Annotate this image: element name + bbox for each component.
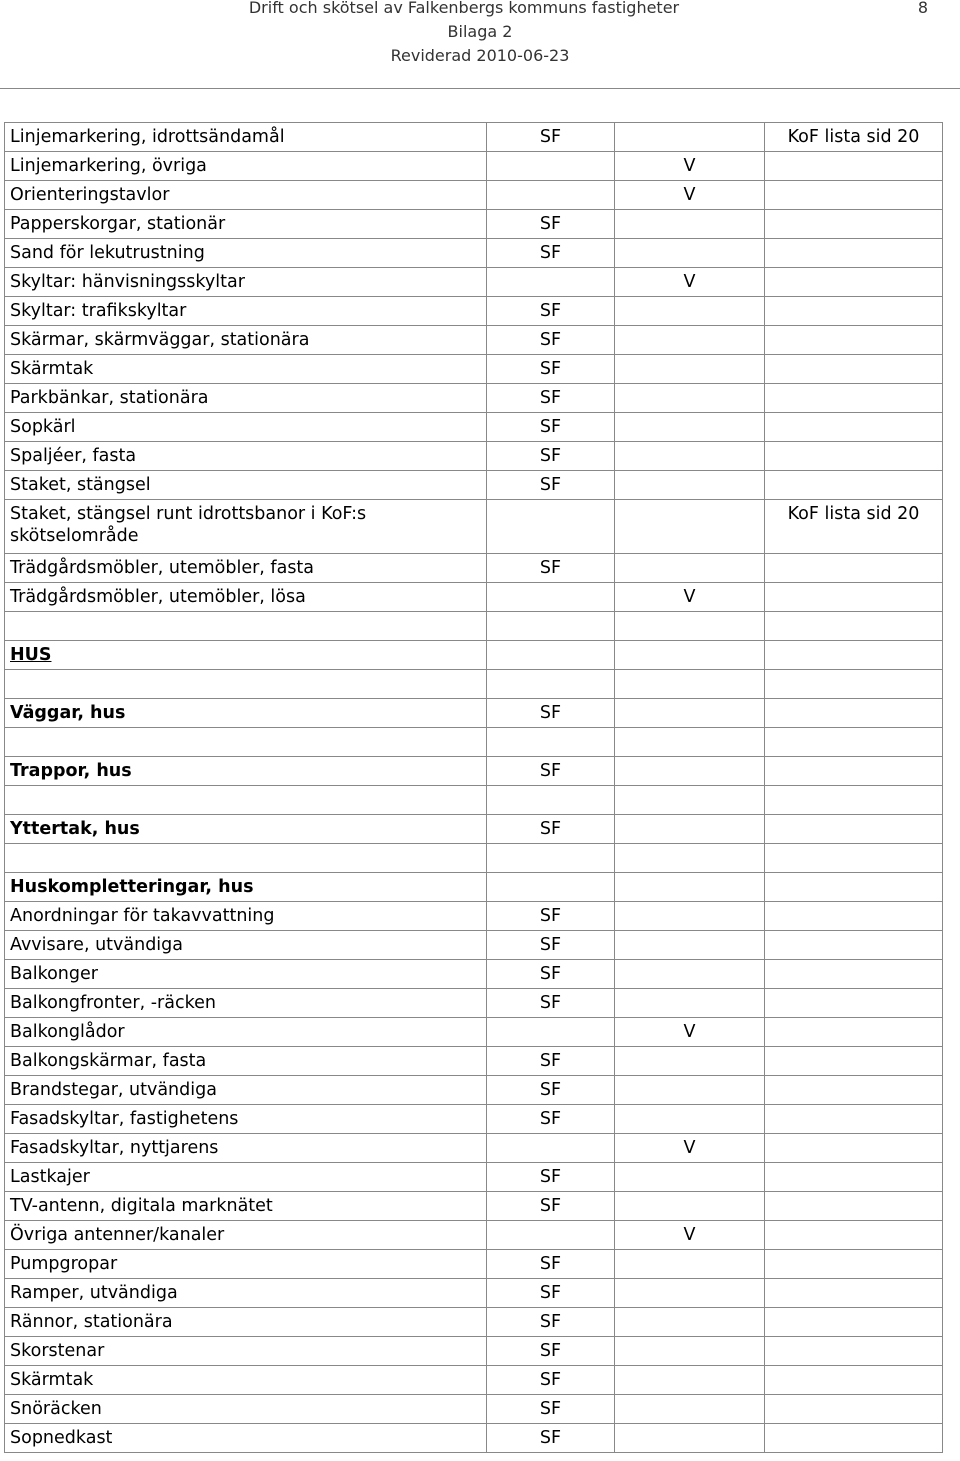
- v-cell: [615, 442, 765, 471]
- sf-cell: SF: [487, 931, 615, 960]
- v-cell: [615, 297, 765, 326]
- v-cell: [615, 355, 765, 384]
- v-cell: [615, 1192, 765, 1221]
- row-label: Parkbänkar, stationära: [5, 384, 487, 413]
- table-row: [5, 210, 943, 239]
- row-label: Ramper, utvändiga: [5, 1279, 487, 1308]
- note-cell: [765, 268, 943, 297]
- sf-cell: [487, 500, 615, 554]
- note-cell: [765, 1134, 943, 1163]
- row-label: Sopkärl: [5, 413, 487, 442]
- note-cell: KoF lista sid 20: [765, 123, 943, 152]
- table-row: [5, 1134, 943, 1163]
- sf-cell: SF: [487, 1395, 615, 1424]
- table-row: [5, 239, 943, 268]
- row-label: Balkonglådor: [5, 1018, 487, 1047]
- note-cell: [765, 612, 943, 641]
- row-label: Väggar, hus: [5, 699, 487, 728]
- v-cell: [615, 554, 765, 583]
- row-label: Övriga antenner/kanaler: [5, 1221, 487, 1250]
- table-row: [5, 326, 943, 355]
- v-cell: [615, 210, 765, 239]
- v-cell: [615, 1047, 765, 1076]
- v-cell: [615, 1279, 765, 1308]
- v-cell: [615, 960, 765, 989]
- row-label: Fasadskyltar, nyttjarens: [5, 1134, 487, 1163]
- sf-cell: SF: [487, 326, 615, 355]
- row-label: Staket, stängsel: [5, 471, 487, 500]
- v-cell: [615, 1337, 765, 1366]
- sf-cell: SF: [487, 699, 615, 728]
- note-cell: [765, 815, 943, 844]
- table-row: [5, 123, 943, 152]
- note-cell: [765, 442, 943, 471]
- note-cell: [765, 989, 943, 1018]
- note-cell: [765, 1308, 943, 1337]
- row-label: Papperskorgar, stationär: [5, 210, 487, 239]
- v-cell: [615, 699, 765, 728]
- table-row: [5, 413, 943, 442]
- row-label: Snöräcken: [5, 1395, 487, 1424]
- v-cell: [615, 612, 765, 641]
- v-cell: [615, 641, 765, 670]
- row-label: Spaljéer, fasta: [5, 442, 487, 471]
- sf-cell: SF: [487, 1192, 615, 1221]
- table-row: [5, 1192, 943, 1221]
- table-row: [5, 500, 943, 554]
- table-row: [5, 757, 943, 786]
- note-cell: [765, 786, 943, 815]
- sf-cell: [487, 728, 615, 757]
- row-label: [5, 844, 487, 873]
- row-label: Rännor, stationära: [5, 1308, 487, 1337]
- note-cell: [765, 1018, 943, 1047]
- maintenance-table: [4, 122, 943, 1453]
- sf-cell: SF: [487, 413, 615, 442]
- sf-cell: [487, 1018, 615, 1047]
- note-cell: [765, 641, 943, 670]
- table-row: [5, 1105, 943, 1134]
- page-number: 8: [917, 0, 929, 17]
- row-label: Orienteringstavlor: [5, 181, 487, 210]
- sf-cell: [487, 583, 615, 612]
- note-cell: [765, 1163, 943, 1192]
- note-cell: [765, 699, 943, 728]
- sf-cell: SF: [487, 960, 615, 989]
- note-cell: [765, 1192, 943, 1221]
- note-cell: [765, 181, 943, 210]
- sf-cell: SF: [487, 1424, 615, 1453]
- table-row: [5, 641, 943, 670]
- v-cell: [615, 989, 765, 1018]
- table-row: [5, 873, 943, 902]
- sf-cell: [487, 1221, 615, 1250]
- document-subtitle: Bilaga 2: [447, 22, 513, 41]
- v-cell: [615, 757, 765, 786]
- table-row: [5, 442, 943, 471]
- sf-cell: SF: [487, 1366, 615, 1395]
- row-label: Linjemarkering, övriga: [5, 152, 487, 181]
- note-cell: [765, 670, 943, 699]
- note-cell: [765, 583, 943, 612]
- note-cell: [765, 1250, 943, 1279]
- sf-cell: SF: [487, 471, 615, 500]
- note-cell: [765, 873, 943, 902]
- row-label: Balkongskärmar, fasta: [5, 1047, 487, 1076]
- v-cell: [615, 1076, 765, 1105]
- blank-row: [5, 612, 943, 641]
- note-cell: [765, 931, 943, 960]
- table-row: [5, 152, 943, 181]
- sf-cell: [487, 670, 615, 699]
- v-cell: V: [615, 583, 765, 612]
- note-cell: [765, 1337, 943, 1366]
- sf-cell: SF: [487, 757, 615, 786]
- row-label: [5, 670, 487, 699]
- blank-row: [5, 844, 943, 873]
- sf-cell: SF: [487, 1279, 615, 1308]
- v-cell: [615, 931, 765, 960]
- table-row: [5, 902, 943, 931]
- sf-cell: SF: [487, 210, 615, 239]
- note-cell: [765, 1424, 943, 1453]
- note-cell: [765, 297, 943, 326]
- sf-cell: SF: [487, 1337, 615, 1366]
- table-row: [5, 989, 943, 1018]
- table-row: [5, 1279, 943, 1308]
- table-row: [5, 1163, 943, 1192]
- table-row: [5, 355, 943, 384]
- v-cell: [615, 902, 765, 931]
- header-divider: [0, 88, 960, 89]
- sf-cell: [487, 181, 615, 210]
- v-cell: [615, 1366, 765, 1395]
- note-cell: [765, 355, 943, 384]
- row-label: TV-antenn, digitala marknätet: [5, 1192, 487, 1221]
- sf-cell: [487, 1134, 615, 1163]
- sf-cell: SF: [487, 1047, 615, 1076]
- v-cell: V: [615, 1221, 765, 1250]
- note-cell: [765, 326, 943, 355]
- document-title: Drift och skötsel av Falkenbergs kommuns fastigheter: [248, 0, 680, 17]
- note-cell: [765, 844, 943, 873]
- row-label: [5, 728, 487, 757]
- note-cell: [765, 210, 943, 239]
- table-row: [5, 1250, 943, 1279]
- row-label: [5, 612, 487, 641]
- note-cell: [765, 728, 943, 757]
- blank-row: [5, 670, 943, 699]
- row-label: Pumpgropar: [5, 1250, 487, 1279]
- note-cell: [765, 554, 943, 583]
- row-label: Staket, stängsel runt idrottsbanor i KoF:s skötselområde: [5, 500, 487, 554]
- sf-cell: SF: [487, 815, 615, 844]
- v-cell: V: [615, 1134, 765, 1163]
- v-cell: [615, 413, 765, 442]
- v-cell: [615, 500, 765, 554]
- note-cell: [765, 757, 943, 786]
- v-cell: V: [615, 268, 765, 297]
- row-label: Skärmtak: [5, 1366, 487, 1395]
- row-label: Huskompletteringar, hus: [5, 873, 487, 902]
- table-row: [5, 960, 943, 989]
- v-cell: [615, 815, 765, 844]
- v-cell: [615, 471, 765, 500]
- v-cell: [615, 1424, 765, 1453]
- row-label: HUS: [5, 641, 487, 670]
- row-label: Balkongfronter, -räcken: [5, 989, 487, 1018]
- row-label: Skorstenar: [5, 1337, 487, 1366]
- row-label: Skärmar, skärmväggar, stationära: [5, 326, 487, 355]
- sf-cell: SF: [487, 1163, 615, 1192]
- sf-cell: SF: [487, 384, 615, 413]
- table-row: [5, 1395, 943, 1424]
- note-cell: [765, 1105, 943, 1134]
- table-row: [5, 471, 943, 500]
- note-cell: [765, 1395, 943, 1424]
- table-row: [5, 554, 943, 583]
- note-cell: [765, 471, 943, 500]
- sf-cell: SF: [487, 1250, 615, 1279]
- table-row: [5, 1308, 943, 1337]
- v-cell: [615, 1105, 765, 1134]
- v-cell: [615, 670, 765, 699]
- note-cell: [765, 1279, 943, 1308]
- v-cell: [615, 1395, 765, 1424]
- row-label: Fasadskyltar, fastighetens: [5, 1105, 487, 1134]
- blank-row: [5, 786, 943, 815]
- v-cell: [615, 123, 765, 152]
- row-label: Trädgårdsmöbler, utemöbler, lösa: [5, 583, 487, 612]
- row-label: Anordningar för takavvattning: [5, 902, 487, 931]
- row-label: Linjemarkering, idrottsändamål: [5, 123, 487, 152]
- row-label: Skärmtak: [5, 355, 487, 384]
- sf-cell: SF: [487, 902, 615, 931]
- table-row: [5, 699, 943, 728]
- note-cell: [765, 1221, 943, 1250]
- note-cell: [765, 960, 943, 989]
- v-cell: V: [615, 152, 765, 181]
- note-cell: [765, 902, 943, 931]
- v-cell: [615, 1250, 765, 1279]
- v-cell: [615, 1308, 765, 1337]
- v-cell: V: [615, 1018, 765, 1047]
- v-cell: [615, 786, 765, 815]
- sf-cell: SF: [487, 123, 615, 152]
- sf-cell: SF: [487, 442, 615, 471]
- row-label: Skyltar: trafikskyltar: [5, 297, 487, 326]
- row-label: [5, 786, 487, 815]
- v-cell: [615, 728, 765, 757]
- v-cell: [615, 844, 765, 873]
- row-label: Brandstegar, utvändiga: [5, 1076, 487, 1105]
- note-cell: [765, 1366, 943, 1395]
- revision-date: Reviderad 2010-06-23: [390, 46, 570, 65]
- table-row: [5, 384, 943, 413]
- table-row: [5, 297, 943, 326]
- sf-cell: SF: [487, 554, 615, 583]
- row-label: Skyltar: hänvisningsskyltar: [5, 268, 487, 297]
- table-row: [5, 815, 943, 844]
- sf-cell: [487, 786, 615, 815]
- sf-cell: [487, 873, 615, 902]
- note-cell: [765, 1047, 943, 1076]
- sf-cell: SF: [487, 355, 615, 384]
- note-cell: [765, 413, 943, 442]
- table-row: [5, 931, 943, 960]
- sf-cell: SF: [487, 1105, 615, 1134]
- v-cell: [615, 239, 765, 268]
- row-label: Lastkajer: [5, 1163, 487, 1192]
- table-row: [5, 1337, 943, 1366]
- row-label: Yttertak, hus: [5, 815, 487, 844]
- v-cell: [615, 873, 765, 902]
- sf-cell: [487, 268, 615, 297]
- table-row: [5, 583, 943, 612]
- sf-cell: [487, 641, 615, 670]
- note-cell: KoF lista sid 20: [765, 500, 943, 554]
- row-label: Avvisare, utvändiga: [5, 931, 487, 960]
- table-row: [5, 1366, 943, 1395]
- v-cell: [615, 326, 765, 355]
- table-row: [5, 1018, 943, 1047]
- note-cell: [765, 152, 943, 181]
- row-label: Balkonger: [5, 960, 487, 989]
- sf-cell: [487, 612, 615, 641]
- table-row: [5, 1424, 943, 1453]
- table-row: [5, 1221, 943, 1250]
- table-row: [5, 1047, 943, 1076]
- sf-cell: [487, 152, 615, 181]
- blank-row: [5, 728, 943, 757]
- sf-cell: SF: [487, 1308, 615, 1337]
- sf-cell: SF: [487, 297, 615, 326]
- row-label: Trappor, hus: [5, 757, 487, 786]
- row-label: Sopnedkast: [5, 1424, 487, 1453]
- table-row: [5, 268, 943, 297]
- sf-cell: SF: [487, 239, 615, 268]
- table-row: [5, 1076, 943, 1105]
- sf-cell: [487, 844, 615, 873]
- row-label: Sand för lekutrustning: [5, 239, 487, 268]
- note-cell: [765, 239, 943, 268]
- v-cell: [615, 384, 765, 413]
- table-row: [5, 181, 943, 210]
- v-cell: V: [615, 181, 765, 210]
- sf-cell: SF: [487, 1076, 615, 1105]
- v-cell: [615, 1163, 765, 1192]
- note-cell: [765, 1076, 943, 1105]
- row-label: Trädgårdsmöbler, utemöbler, fasta: [5, 554, 487, 583]
- note-cell: [765, 384, 943, 413]
- table-body: [5, 123, 943, 1453]
- sf-cell: SF: [487, 989, 615, 1018]
